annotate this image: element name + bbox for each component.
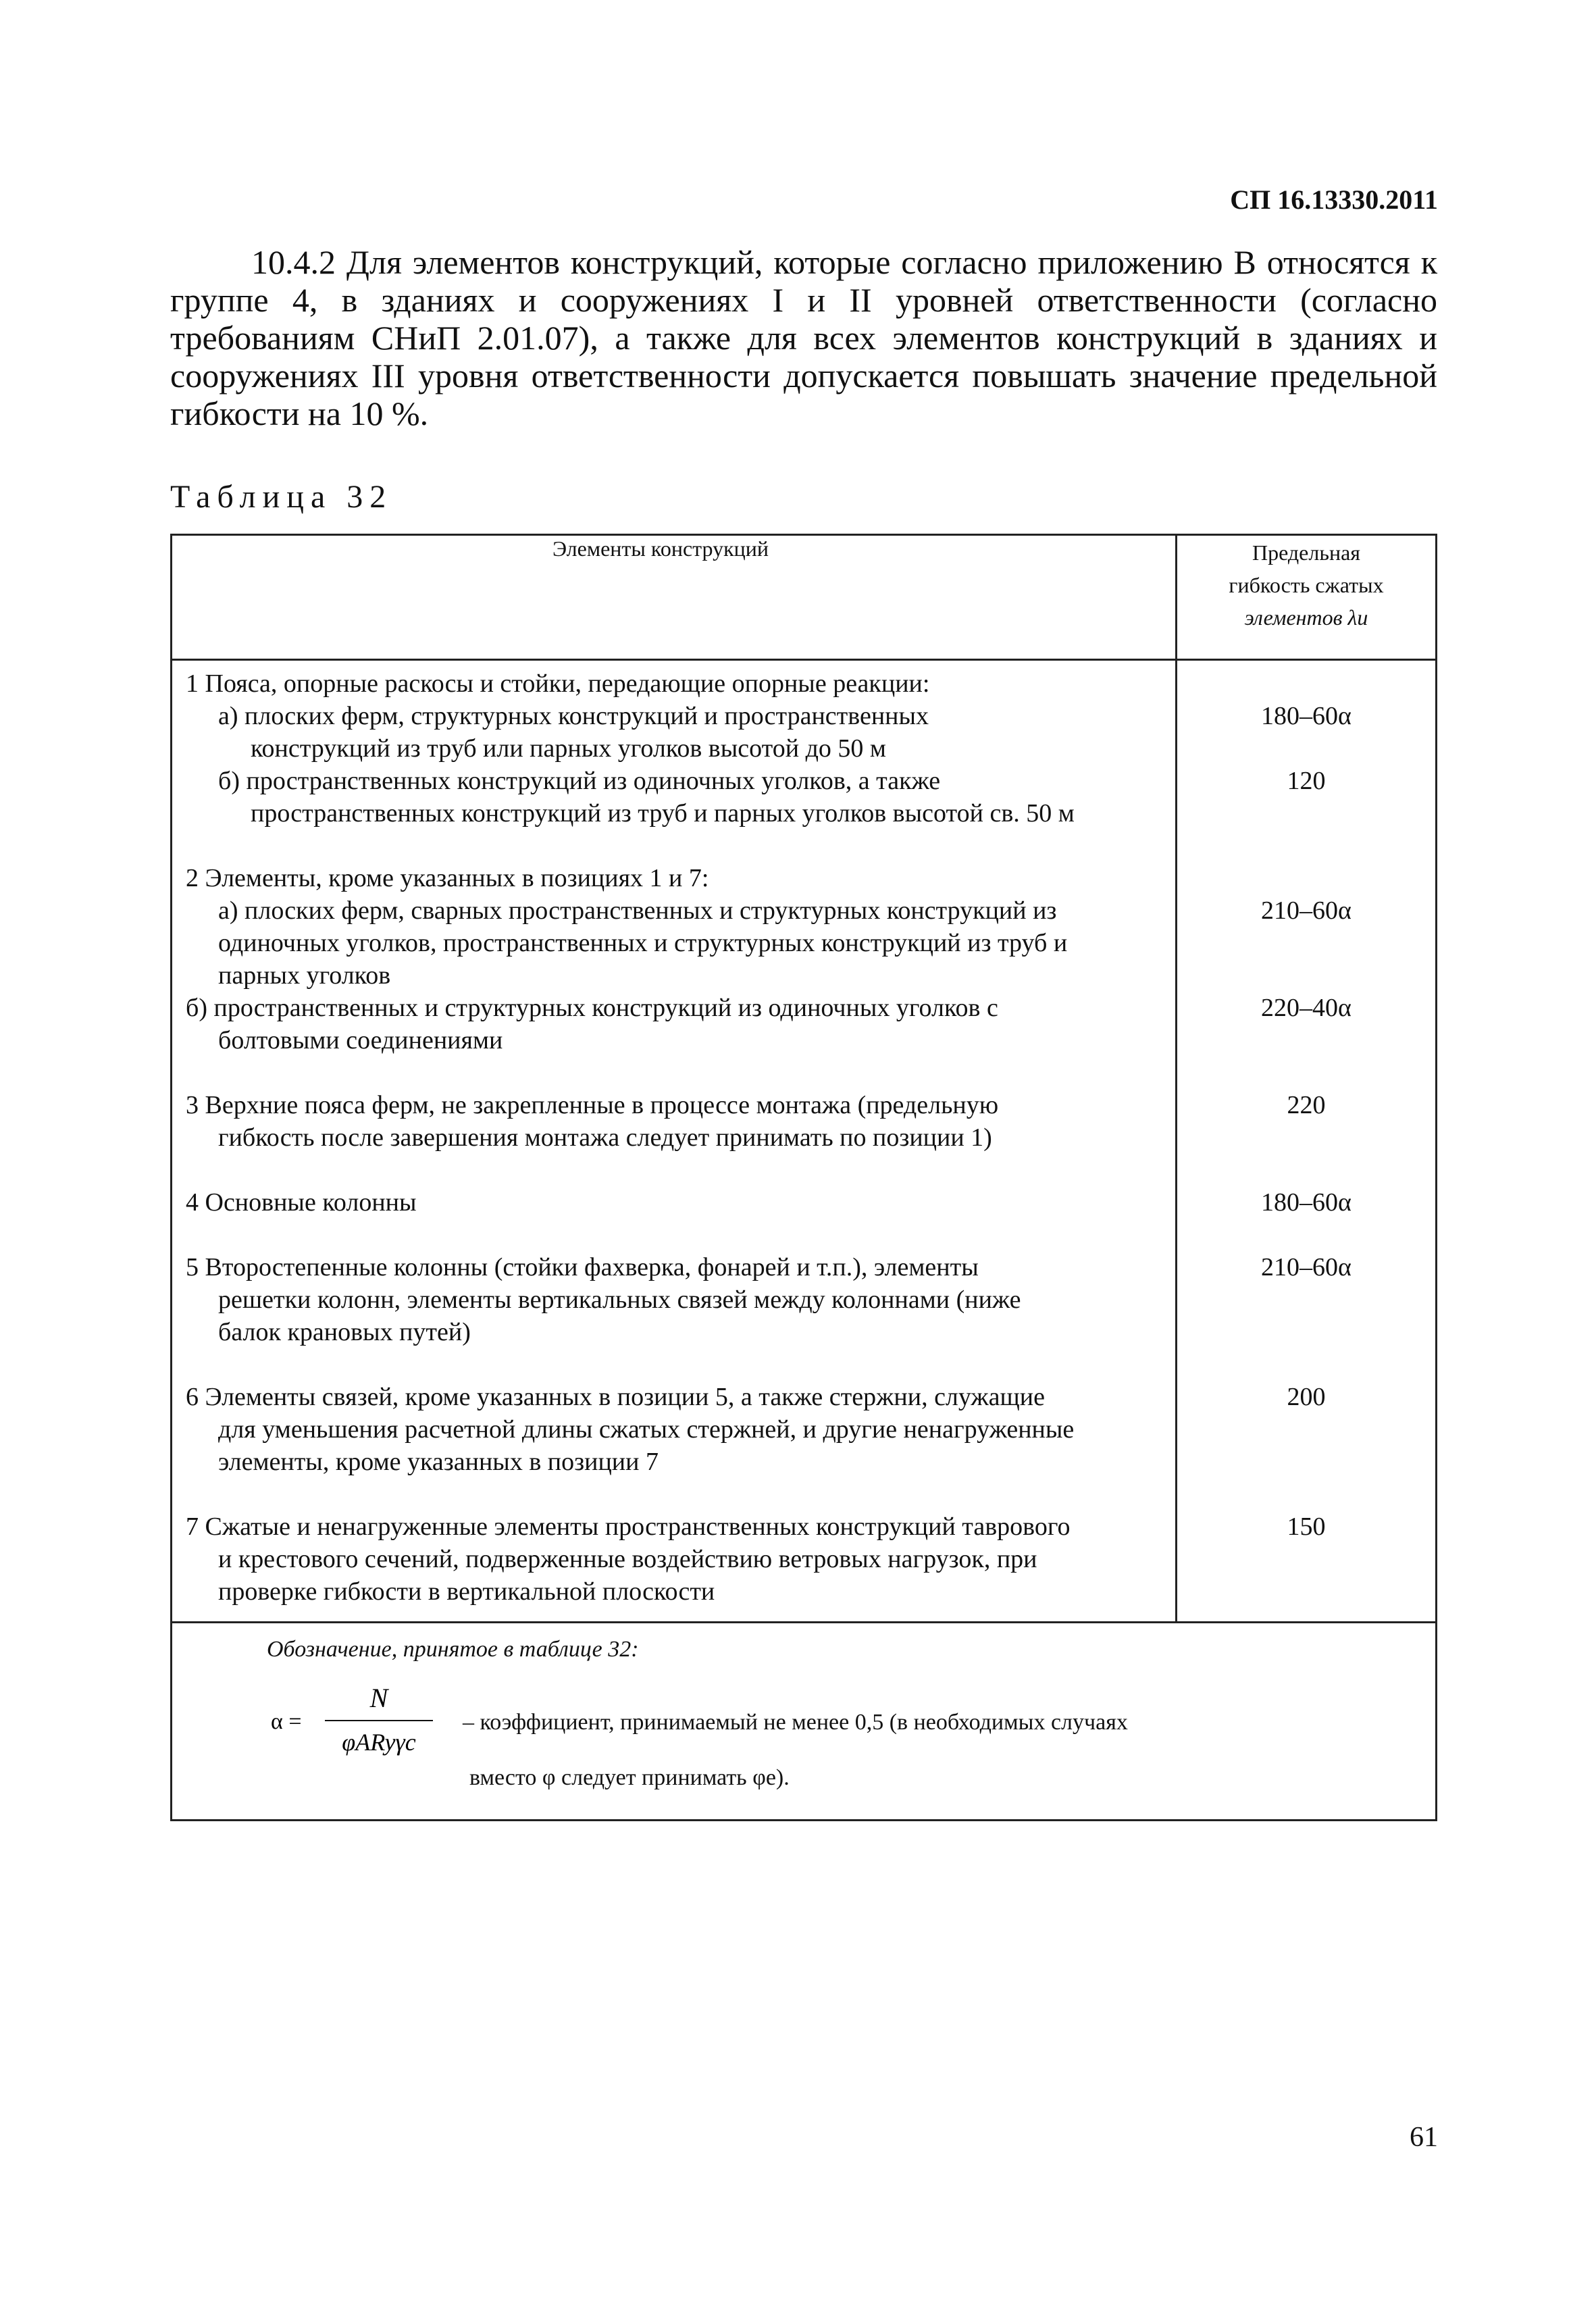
- table-body-row: [172, 660, 1437, 1623]
- row-text: 7 Сжатые и ненагруженные элементы пространственных конструкций таврового: [186, 1513, 1071, 1541]
- row-text: гибкость после завершения монтажа следует принимать по позиции 1): [218, 1123, 992, 1152]
- row-text: решетки колонн, элементы вертикальных связей между колоннами (ниже: [218, 1286, 1021, 1314]
- note-cell: [172, 1623, 1437, 1821]
- row-2: [186, 862, 1168, 1057]
- paragraph-10-4-2: [170, 243, 1437, 432]
- row-text: 5 Второстепенные колонны (стойки фахверка, фонарей и т.п.), элементы: [186, 1253, 979, 1281]
- row-5: [186, 1251, 1168, 1348]
- row-4: [186, 1186, 1168, 1219]
- row-text: 4 Основные колонны: [186, 1188, 417, 1217]
- row-text: а) плоских ферм, структурных конструкций и пространственных: [218, 702, 929, 730]
- table-caption: Таблица 32: [170, 479, 393, 515]
- header-limit-line: элементов λu: [1244, 605, 1368, 630]
- row-text: одиночных уголков, пространственных и структурных конструкций из труб и: [218, 929, 1068, 957]
- note-text-line-2: вместо φ следует принимать φe).: [469, 1765, 790, 1790]
- row-text: болтовыми соединениями: [218, 1026, 503, 1054]
- paragraph-line: гибкости на 10 %.: [170, 395, 429, 432]
- row-text: балок крановых путей): [218, 1318, 471, 1346]
- value-cell: 210–60α: [1261, 1253, 1352, 1281]
- value-cell: 200: [1287, 1383, 1326, 1411]
- row-text: конструкций из труб или парных уголков высотой до 50 м: [251, 734, 886, 763]
- row-text: пространственных конструкций из труб и парных уголков высотой св. 50 м: [251, 799, 1075, 828]
- paragraph-line: группе 4, в зданиях и сооружениях I и II уровней ответственности (согласно: [170, 281, 1437, 319]
- elements-column: [172, 660, 1177, 1623]
- paragraph-line: сооружениях III уровня ответственности допускается повышать значение предельной: [170, 357, 1437, 395]
- row-text: проверке гибкости в вертикальной плоскости: [218, 1577, 715, 1606]
- row-text: 2 Элементы, кроме указанных в позициях 1 и 7:: [186, 864, 709, 892]
- slenderness-table: [170, 534, 1437, 1821]
- value-cell: 120: [1287, 767, 1326, 795]
- row-6: [186, 1381, 1168, 1478]
- header-limit-slenderness: [1177, 535, 1437, 660]
- note-text-line-1: – коэффициент, принимаемый не менее 0,5 (в необходимых случаях: [463, 1710, 1128, 1735]
- row-text: б) пространственных и структурных конструкций из одиночных уголков с: [186, 994, 998, 1022]
- value-cell: 180–60α: [1261, 702, 1352, 730]
- header-limit-line: Предельная: [1252, 540, 1360, 565]
- paragraph-line: 10.4.2 Для элементов конструкций, которые согласно приложению В относятся к: [251, 243, 1437, 281]
- value-cell: 220: [1287, 1091, 1326, 1119]
- alpha-formula: [271, 1677, 473, 1772]
- row-text: 3 Верхние пояса ферм, не закрепленные в процессе монтажа (предельную: [186, 1091, 999, 1119]
- paragraph-line: требованиям СНиП 2.01.07), а также для всех элементов конструкций в зданиях и: [170, 319, 1437, 357]
- formula-numerator: N: [369, 1683, 388, 1713]
- row-text: б) пространственных конструкций из одиночных уголков, а также: [218, 767, 941, 795]
- note-title: Обозначение, принятое в таблице 32:: [267, 1637, 639, 1662]
- table-note-row: [172, 1623, 1437, 1821]
- page-number: 61: [1410, 2122, 1438, 2153]
- header-elements: Элементы конструкций: [172, 535, 1177, 660]
- value-cell: 180–60α: [1261, 1188, 1352, 1217]
- row-text: парных уголков: [218, 961, 391, 990]
- header-limit-line: гибкость сжатых: [1229, 573, 1384, 597]
- value-cell: 210–60α: [1261, 896, 1352, 925]
- value-cell: 220–40α: [1261, 994, 1352, 1022]
- row-text: и крестового сечений, подверженные воздействию ветровых нагрузок, при: [218, 1545, 1037, 1573]
- row-3: [186, 1089, 1168, 1154]
- values-column: [1177, 660, 1437, 1623]
- document-code: СП 16.13330.2011: [1230, 184, 1438, 215]
- value-cell: 150: [1287, 1513, 1326, 1541]
- row-text: для уменьшения расчетной длины сжатых стержней, и другие ненагруженные: [218, 1415, 1075, 1444]
- row-1: [186, 667, 1168, 830]
- formula-alpha: α =: [271, 1709, 302, 1734]
- row-7: [186, 1510, 1168, 1608]
- row-text: элементы, кроме указанных в позиции 7: [218, 1448, 659, 1476]
- formula-denominator: φARyγc: [342, 1729, 416, 1756]
- row-text: 6 Элементы связей, кроме указанных в позиции 5, а также стержни, служащие: [186, 1383, 1045, 1411]
- row-text: а) плоских ферм, сварных пространственных и структурных конструкций из: [218, 896, 1057, 925]
- row-text: 1 Пояса, опорные раскосы и стойки, передающие опорные реакции:: [186, 669, 930, 698]
- table-header-row: [172, 535, 1437, 660]
